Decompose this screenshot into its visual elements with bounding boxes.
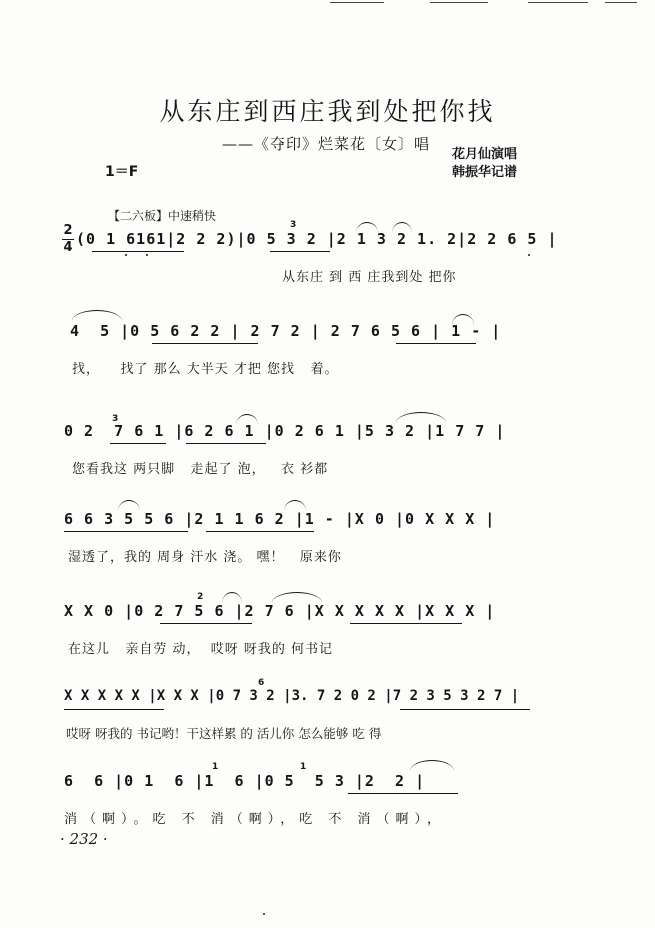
score-system-1 <box>0 220 655 320</box>
octave-dot <box>528 254 530 256</box>
tempo-marking: 【二六板】中速稍快 <box>108 209 217 223</box>
score-system-3 <box>0 414 655 512</box>
beam-line <box>152 343 258 344</box>
score-system-6 <box>0 678 655 778</box>
score-system-2 <box>0 322 655 412</box>
lyric-line: 消（啊）。吃 不 消（啊），吃 不 消（啊）， <box>64 812 447 827</box>
beam-line <box>110 443 166 444</box>
top-rule-left <box>330 2 384 3</box>
beam-line <box>64 709 164 710</box>
score-system-7 <box>0 762 655 862</box>
lyric-line: 哎呀 呀我的 书记哟！干这样累 的 活儿你 怎么能够 吃 得 <box>66 726 382 741</box>
key-signature: 1＝F <box>105 164 139 180</box>
score-system-4 <box>0 510 655 600</box>
beam-line <box>186 443 266 444</box>
lyric-line: 湿透了，我的 周身 汗水 浇。 嘿！ 原来你 <box>68 550 342 565</box>
grace-note: 1 <box>212 762 219 772</box>
beam-line <box>64 531 188 532</box>
beam-line <box>160 623 252 624</box>
grace-note: 6 <box>258 678 265 688</box>
song-title: 从东庄到西庄我到处把你找 <box>159 97 496 126</box>
transcriber-credit: 韩振华记谱 <box>452 165 518 180</box>
beam-line <box>400 709 530 710</box>
slur-mark <box>392 222 412 233</box>
octave-dot <box>125 254 127 256</box>
beam-line <box>92 251 184 252</box>
time-signature-bottom: 4 <box>63 240 73 255</box>
lyric-line: 您看我这 两只脚 走起了 泡， 衣 衫都 <box>72 462 329 477</box>
notation-line: (0 1 6161|2 2 2)|0 5 3 2 |2 1 3 2 1. 2|2 2 6 5 | <box>76 230 558 248</box>
credits <box>452 146 517 182</box>
beam-line <box>270 251 330 252</box>
beam-line <box>348 793 458 794</box>
performer-credit: 花月仙演唱 <box>452 147 518 162</box>
top-rule-far-right <box>605 2 637 3</box>
notation-line: 4 5 |0 5 6 2 2 | 2 7 2 | 2 7 6 5 6 | 1 - | <box>70 322 502 340</box>
beam-line <box>350 623 462 624</box>
grace-note: 1 <box>300 762 307 772</box>
notation-line: X X 0 |0 2 7 5 6 |2 7 6 |X X X X X |X X X | <box>64 602 496 620</box>
octave-dot <box>146 254 148 256</box>
lyric-line: 找， 找了 那么 大半天 才把 您找 着。 <box>72 362 339 377</box>
slur-mark <box>356 222 378 233</box>
notation-line: 6 6 3 5 5 6 |2 1 1 6 2 |1 - |X 0 |0 X X X | <box>64 510 496 528</box>
grace-note: 2 <box>197 592 204 602</box>
time-signature-top: 2 <box>63 223 73 238</box>
beam-line <box>206 531 314 532</box>
page-number: · 232 · <box>60 830 108 848</box>
score-system-5 <box>0 592 655 692</box>
notation-line: 0 2 7 6 1 |6 2 6 1 |0 2 6 1 |5 3 2 |1 7 7 | <box>64 422 506 440</box>
notation-line: X X X X X |X X X |0 7 3 2 |3. 7 2 0 2 |7 2 3 5 3 2 7 | <box>64 688 520 704</box>
slur-mark <box>236 414 258 425</box>
notation-line: 6 6 |0 1 6 |1 6 |0 5 5 3 |2 2 | <box>64 772 426 790</box>
grace-note: 3 <box>112 414 119 424</box>
slur-mark <box>396 412 446 423</box>
song-subtitle: ——《夺印》烂菜花〔女〕唱 <box>222 135 431 153</box>
lyric-line: 在这儿 亲自劳 动， 哎呀 呀我的 何书记 <box>68 642 334 657</box>
beam-line <box>396 343 476 344</box>
top-rule-middle <box>430 2 488 3</box>
scan-speck <box>263 913 265 915</box>
lyric-line: 从东庄 到 西 庄我到处 把你 <box>282 270 457 285</box>
top-rule-right <box>528 2 588 3</box>
grace-note: 3 <box>290 220 297 230</box>
